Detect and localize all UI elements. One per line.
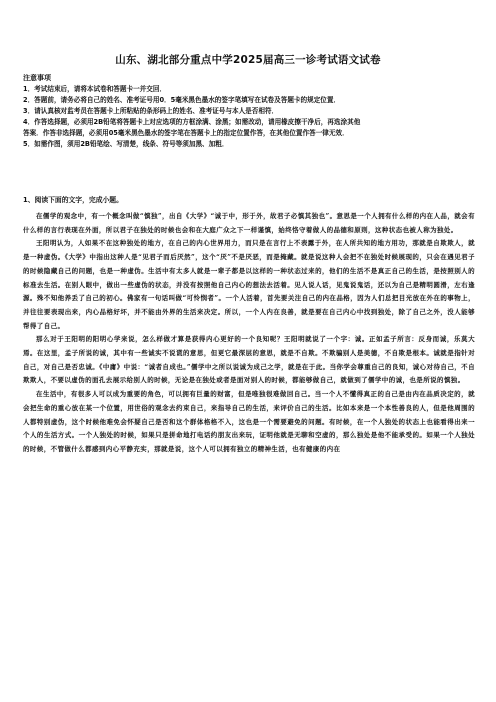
notice-item: 4．作答选择题，必须用2B铅笔将答题卡上对应选项的方框涂满、涂黑；如需改动，请用橡皮擦干净后，再选涂其他 <box>23 118 361 126</box>
notice-heading: 注意事项 <box>23 74 51 82</box>
passage-paragraph: 王阳明认为，人如果不在这种独处的地方，在自己的内心世界用力，而只是在言行上不表露于外，在人所共知的地方用功，那就是自欺欺人，就是一种虚伪。《大学》中指出这种人是“见君子而后厌然”，这个“厌”不是厌恶，而是掩藏。就是说这种人会把不在独处时候展现的，只会在遇见君子的时候隐藏自己的问题，也是一种虚伪。生活中有太多人就是一辈子都是以这样的一种状态过来的，他们的生活不是真正自己的生活，是按照别人的标准去生活。在别人眼中，做出一些虚伪的状态，并没有按照他自己内心的想法去活着。见人说人话，见鬼说鬼话，还以为自己是精明圆滑，左右逢源。殊不知他养丢了自己的初心。佛家有一句话叫做“可怜悯者”。一个人活着，首先要关注自己的内在品格，因为人们总把目光放在外在的事物上，并往往要表现出来，内心品格好坏，并不能由外界的生活来决定。所以，一个人内在良善，就是要在自己内心中找到独处，除了自己之外，没人能够帮得了自己。 <box>23 239 475 330</box>
question-heading: 1、阅读下面的文字，完成小题。 <box>23 196 123 204</box>
passage-paragraph: 那么对于王阳明的阳明心学来说，怎么样做才算是获得内心更好的一个良知呢？王阳明就说了一个字：诚。正如孟子所言：反身而诚，乐莫大焉。在这里，孟子所说的诚，其中有一些诚实不说谎的意思，但更它最深层的意思，就是不自欺。不欺骗别人是美德，不自欺是根本。诚就是指针对自己，对自己是否忠诚。《中庸》中说：“诚者自成也。”儒学中之所以说诚为成己之学，就是在于此。当你学会尊重自己的良知，诚心对待自己，不自欺欺人，不要以虚伪的面孔去展示给别人的时候，无论是在独处或者是面对别人的时候，都能够做自己，就做到了儒学中的诚，也是所说的慎独。 <box>23 335 475 385</box>
notice-item: 3．请认真核对监考员在答题卡上所粘贴的条形码上的姓名、准考证号与本人是否相符． <box>23 107 279 115</box>
notice-item: 2．答题前，请务必将自己的姓名、准考证号用0．5毫米黑色墨水的签字笔填写在试卷及答题卡的规定位置． <box>23 96 341 104</box>
notice-item: 5．如需作图，须用2B铅笔绘、写清楚，线条、符号等须加黑、加粗． <box>23 140 229 148</box>
page-title: 山东、湖北部分重点中学2025届高三一诊考试语文试卷 <box>115 54 381 66</box>
notice-item: 答案．作答非选择题，必须用05毫米黑色墨水的签字笔在答题卡上的指定位置作答，在其他位置作答一律无效． <box>23 129 349 137</box>
reading-passage <box>23 210 475 457</box>
notice-item: 1．考试结束后，请将本试卷和答题卡一并交回． <box>23 85 167 93</box>
notice-list <box>23 84 475 150</box>
passage-paragraph: 在儒学的观念中，有一个概念叫做“慎独”，出自《大学》“诚于中，形于外，故君子必慎其独也”。意思是一个人拥有什么样的内在人品，就会有什么样的言行表现在外面，所以君子在独处的时候也会和在大庭广众之下一样谨慎，始终恪守着做人的品德和原则，这种状态也被人称为独处。 <box>23 212 475 234</box>
passage-paragraph: 在生活中，有很多人可以成为重要的角色，可以拥有巨量的财富，但是唯独很难做回自己。当一个人不懂得真正的自己是由内在品质决定的，就会把生命的重心放在某一个位置，用世俗的观念去约束自己，来指导自己的生活，来评价自己的生活。比如本来是一个本性善良的人，但是他周围的人都特别虚伪，这个时候他难免会怀疑自己是否和这个群体格格不入，这也是一个需要避免的问题。有时候，在一个人独处的状态上也能看得出来一个人的生活方式。一个人独处的时候，如果只是拼命地打电话约朋友出来玩，证明他就是无聊和空虚的，那么独处是他不能承受的。如果一个人独处的时候，不管做什么都感到内心平静充实，那就是说，这个人可以拥有独立的精神生活，也有健康的内在 <box>23 390 475 453</box>
